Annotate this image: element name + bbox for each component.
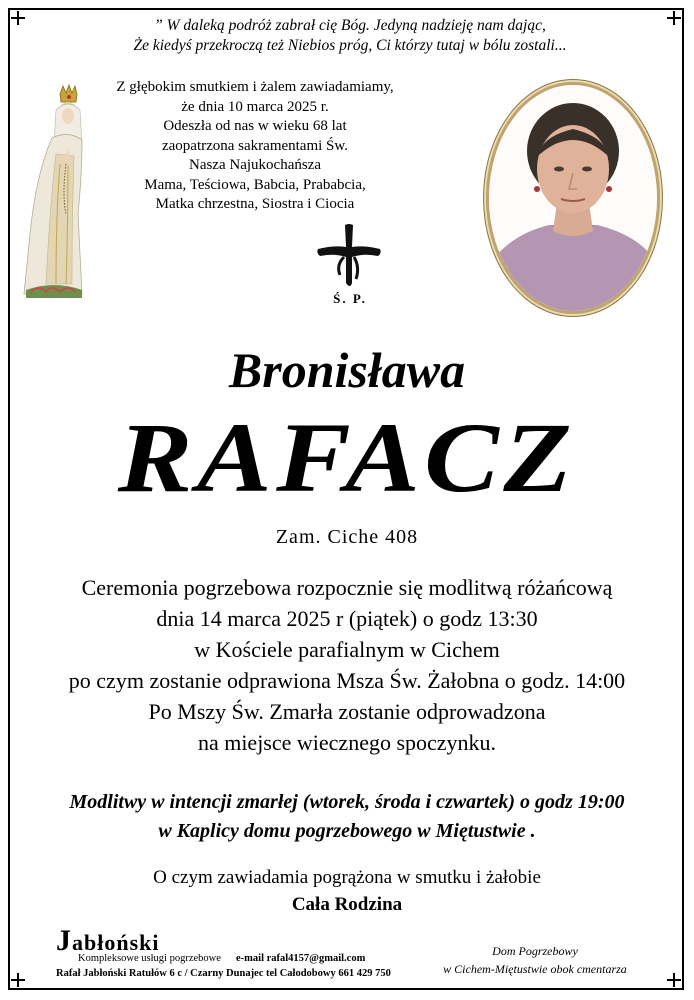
ceremony-line: Ceremonia pogrzebowa rozpocznie się modlitwą różańcową [81, 575, 613, 600]
closing-line: O czym zawiadamia pogrążona w smutku i żałobie [153, 867, 541, 888]
contact-address: Rafał Jabłoński Ratułów 6 c / Czarny Dunajec tel Całodobowy 661 429 750 [56, 968, 391, 979]
residence-address: Zam. Ciche 408 [275, 526, 419, 548]
first-name: Bronisława [228, 342, 466, 398]
corner-ornament [11, 973, 25, 987]
prayer-schedule [0, 788, 694, 846]
closing-note [0, 864, 694, 918]
ceremony-line: na miejsce wiecznego spoczynku. [197, 730, 497, 755]
intro-line: Odeszła od nas w wieku 68 lat [163, 118, 347, 134]
funeral-home-location [430, 942, 640, 978]
ceremony-line: w Kościele parafialnym w Cichem [194, 637, 500, 662]
ceremony-line: po czym zostanie odprawiona Msza Św. Żałobna o godz. 14:00 [68, 668, 626, 693]
ceremony-line: Po Mszy Św. Zmarła zostanie odprowadzona [148, 699, 546, 724]
corner-ornament [667, 11, 681, 25]
contact-email: e-mail rafal4157@gmail.com [236, 953, 366, 964]
ceremony-line: dnia 14 marca 2025 r (piątek) o godz 13:30 [156, 606, 538, 631]
intro-line: Z głębokim smutkiem i żalem zawiadamiamy, [116, 79, 394, 95]
quote-line: ” W daleką podróż zabrał cię Bóg. Jedyną nadzieję nam dając, [154, 17, 546, 34]
quote-line: Że kiedyś przekroczą też Niebios próg, Ci którzy tutaj w bólu zostali... [133, 37, 567, 54]
corner-ornament [667, 973, 681, 987]
sp-label: Ś. P. [333, 291, 367, 306]
logo-name: abłoński [72, 930, 160, 955]
portrait-photo [486, 82, 660, 314]
intro-line: Nasza Najukochańsza [188, 157, 322, 173]
announcement-intro [110, 78, 400, 215]
intro-line: Matka chrzestna, Siostra i Ciocia [155, 196, 355, 212]
madonna-statue-image [16, 84, 88, 302]
logo-initial: J [56, 924, 72, 957]
ceremony-details [0, 572, 694, 758]
poem-quote [40, 16, 660, 56]
funeral-home-info [56, 924, 436, 979]
family-signature: Cała Rodzina [291, 894, 403, 915]
funeral-home-logo [56, 924, 436, 957]
location-line: w Cichem-Miętustwie obok cmentarza [443, 962, 627, 976]
surname: RAFACZ [117, 402, 577, 513]
prayer-line: Modlitwy w intencji zmarłej (wtorek, środa i czwartek) o godz 19:00 [69, 791, 625, 813]
intro-line: zaopatrzona sakramentami Św. [161, 137, 349, 154]
services-subtitle: Kompleksowe usługi pogrzebowe [78, 953, 221, 964]
corner-ornament [11, 11, 25, 25]
prayer-line: w Kaplicy domu pogrzebowego w Miętustwie . [158, 820, 536, 842]
intro-line: Mama, Teściowa, Babcia, Prababcia, [144, 176, 366, 193]
intro-line: że dnia 10 marca 2025 r. [181, 98, 329, 115]
location-line: Dom Pogrzebowy [492, 944, 578, 958]
